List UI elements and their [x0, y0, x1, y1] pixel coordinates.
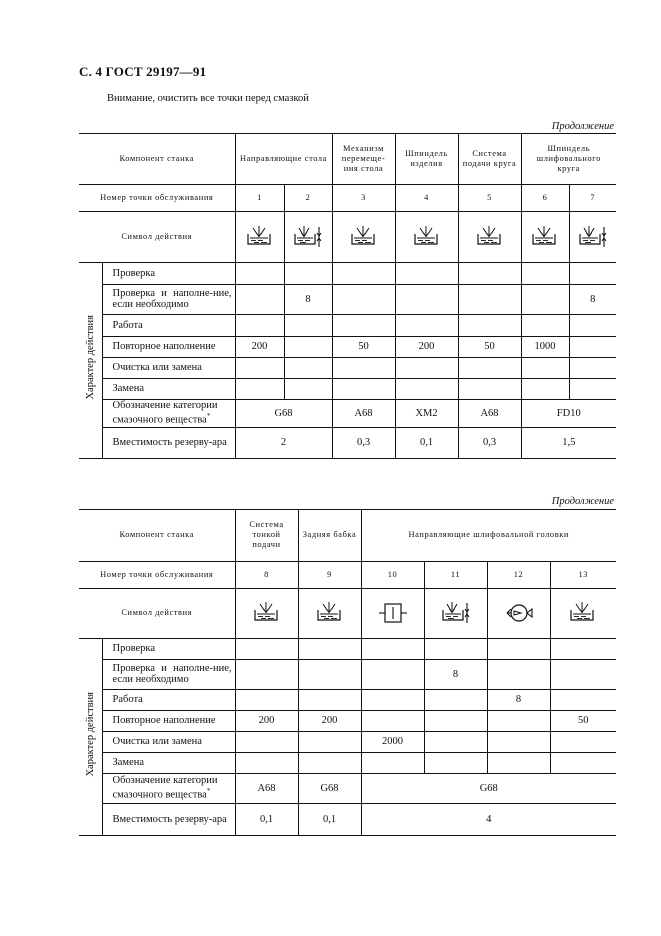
table-cell: 200: [235, 710, 298, 731]
table-cell: [395, 262, 458, 284]
component-label: Компонент станка: [79, 134, 235, 184]
capacity-row: [79, 427, 616, 458]
lubrication-table-2: [79, 510, 616, 836]
table-cell: [521, 262, 569, 284]
tank-icon: [550, 588, 616, 638]
table-cell: [458, 378, 521, 399]
table-cell: [235, 314, 284, 336]
row-label: Очистка или замена: [102, 357, 235, 378]
table-cell: [298, 638, 361, 659]
category-label: Обозначение категории смазочного вещества*: [102, 773, 235, 803]
action-row: [79, 336, 616, 357]
point-number: 3: [332, 184, 395, 211]
component-wheel-feed: Система подачи круга: [458, 134, 521, 184]
row-label: Проверка и наполне-ние, если необходимо: [102, 284, 235, 314]
capacity-value: 4: [361, 803, 616, 835]
table-cell: [487, 638, 550, 659]
row-label: Повторное наполнение: [102, 336, 235, 357]
point-number: 10: [361, 561, 424, 588]
capacity-row: [79, 803, 616, 835]
table-cell: [361, 638, 424, 659]
action-row: [79, 710, 616, 731]
table-cell: [395, 284, 458, 314]
component-tailstock: Задняя бабка: [298, 510, 361, 561]
tank-icon: [332, 211, 395, 262]
point-number-row: [79, 184, 616, 211]
category-value: G68: [361, 773, 616, 803]
component-fine-feed: Система тонкой подачи: [235, 510, 298, 561]
table-cell: 200: [395, 336, 458, 357]
tank-side-icon: [284, 211, 332, 262]
table-cell: [424, 731, 487, 752]
category-row: [79, 399, 616, 427]
table-cell: 1000: [521, 336, 569, 357]
capacity-value: 2: [235, 427, 332, 458]
action-row: [79, 689, 616, 710]
table-cell: [521, 357, 569, 378]
action-row: [79, 357, 616, 378]
action-group-label: Характер действия: [79, 262, 102, 458]
table-cell: [298, 731, 361, 752]
table-cell: [235, 638, 298, 659]
point-number: 7: [569, 184, 616, 211]
table-cell: [487, 659, 550, 689]
lubrication-table-1: [79, 134, 616, 459]
table-cell: [458, 284, 521, 314]
table-cell: [235, 378, 284, 399]
action-row: [79, 659, 616, 689]
action-row: [79, 284, 616, 314]
table-cell: [550, 752, 616, 773]
table-cell: [235, 659, 298, 689]
action-row: [79, 314, 616, 336]
table-cell: [458, 262, 521, 284]
continuation-label-1: Продолжение: [551, 121, 614, 132]
table-cell: 8: [569, 284, 616, 314]
symbol-row: [79, 588, 616, 638]
table-cell: [332, 262, 395, 284]
table-cell: [458, 357, 521, 378]
action-row: [79, 731, 616, 752]
table-cell: 8: [284, 284, 332, 314]
table-cell: [361, 752, 424, 773]
row-label: Очистка или замена: [102, 731, 235, 752]
table-cell: [284, 378, 332, 399]
table-cell: [361, 710, 424, 731]
symbol-label: Символ действия: [79, 211, 235, 262]
component-label: Компонент станка: [79, 510, 235, 561]
category-value: A68: [332, 399, 395, 427]
table-cell: 50: [458, 336, 521, 357]
row-label: Проверка: [102, 638, 235, 659]
tank-icon: [395, 211, 458, 262]
point-number: 1: [235, 184, 284, 211]
table-cell: [298, 689, 361, 710]
point-number: 9: [298, 561, 361, 588]
action-group-label: Характер действия: [79, 638, 102, 835]
point-number: 13: [550, 561, 616, 588]
table-cell: [550, 689, 616, 710]
category-row: [79, 773, 616, 803]
table-cell: [395, 314, 458, 336]
point-number: 6: [521, 184, 569, 211]
table-cell: [235, 262, 284, 284]
continuation-label-2: Продолжение: [551, 496, 614, 507]
point-number: 4: [395, 184, 458, 211]
page-header: С. 4 ГОСТ 29197—91: [79, 64, 207, 79]
table-cell: [235, 284, 284, 314]
table-cell: [569, 357, 616, 378]
category-value: FD10: [521, 399, 616, 427]
table-cell: 50: [332, 336, 395, 357]
component-row: [79, 510, 616, 561]
table-cell: [235, 752, 298, 773]
table-cell: [395, 378, 458, 399]
table-cell: [235, 731, 298, 752]
table-cell: 50: [550, 710, 616, 731]
capacity-value: 0,3: [332, 427, 395, 458]
point-number: 8: [235, 561, 298, 588]
table-cell: [569, 262, 616, 284]
action-row: [79, 262, 616, 284]
table-cell: [521, 284, 569, 314]
table-cell: [487, 731, 550, 752]
table-cell: [424, 710, 487, 731]
point-label: Номер точки обслуживания: [79, 184, 235, 211]
row-label: Работа: [102, 689, 235, 710]
sight-glass-icon: [361, 588, 424, 638]
table-cell: [361, 689, 424, 710]
table-cell: 200: [235, 336, 284, 357]
row-label: Проверка: [102, 262, 235, 284]
category-value: A68: [235, 773, 298, 803]
capacity-value: 0,1: [298, 803, 361, 835]
point-number-row: [79, 561, 616, 588]
component-table-guides: Направляющие стола: [235, 134, 332, 184]
category-value: G68: [298, 773, 361, 803]
row-label: Замена: [102, 752, 235, 773]
table-cell: [332, 314, 395, 336]
category-value: A68: [458, 399, 521, 427]
capacity-value: 0,3: [458, 427, 521, 458]
point-number: 2: [284, 184, 332, 211]
point-number: 11: [424, 561, 487, 588]
component-work-spindle: Шпиндель изделия: [395, 134, 458, 184]
table-cell: [550, 638, 616, 659]
row-label: Повторное наполнение: [102, 710, 235, 731]
table-cell: [284, 336, 332, 357]
point-number: 12: [487, 561, 550, 588]
table-cell: [332, 284, 395, 314]
component-wheel-spindle: Шпиндель шлифовального круга: [521, 134, 616, 184]
tank-icon: [458, 211, 521, 262]
table-cell: [521, 314, 569, 336]
tank-side-icon: [424, 588, 487, 638]
table-cell: [284, 262, 332, 284]
table-cell: [569, 336, 616, 357]
point-label: Номер точки обслуживания: [79, 561, 235, 588]
table-cell: [569, 314, 616, 336]
table-cell: 8: [487, 689, 550, 710]
table-cell: [458, 314, 521, 336]
table-cell: [550, 731, 616, 752]
category-label: Обозначение категории смазочного вещества*: [102, 399, 235, 427]
capacity-label: Вместимость резерву-ара: [102, 803, 235, 835]
tank-side-icon: [569, 211, 616, 262]
tank-icon: [298, 588, 361, 638]
table-cell: [298, 752, 361, 773]
table-cell: [235, 357, 284, 378]
table-cell: [487, 710, 550, 731]
table-cell: [487, 752, 550, 773]
table-cell: [284, 357, 332, 378]
category-value: XM2: [395, 399, 458, 427]
component-row: [79, 134, 616, 184]
cleaning-note: Внимание, очистить все точки перед смазкой: [107, 93, 309, 104]
row-label: Работа: [102, 314, 235, 336]
table-cell: [284, 314, 332, 336]
table-cell: [361, 659, 424, 689]
table-cell: [332, 357, 395, 378]
capacity-value: 0,1: [235, 803, 298, 835]
table-cell: [424, 689, 487, 710]
action-row: [79, 752, 616, 773]
symbol-row: [79, 211, 616, 262]
component-head-guides: Направляющие шлифовальной головки: [361, 510, 616, 561]
table-cell: [521, 378, 569, 399]
category-value: G68: [235, 399, 332, 427]
table-cell: 8: [424, 659, 487, 689]
table-cell: 200: [298, 710, 361, 731]
table-cell: [298, 659, 361, 689]
action-row: [79, 638, 616, 659]
table-cell: [424, 752, 487, 773]
capacity-value: 0,1: [395, 427, 458, 458]
row-label: Замена: [102, 378, 235, 399]
capacity-value: 1,5: [521, 427, 616, 458]
capacity-label: Вместимость резерву-ара: [102, 427, 235, 458]
symbol-label: Символ действия: [79, 588, 235, 638]
component-table-traverse: Механизм перемеще-ния стола: [332, 134, 395, 184]
table-cell: [424, 638, 487, 659]
tank-icon: [521, 211, 569, 262]
tank-icon: [235, 588, 298, 638]
table-cell: [569, 378, 616, 399]
table-cell: [395, 357, 458, 378]
pump-icon: [487, 588, 550, 638]
point-number: 5: [458, 184, 521, 211]
table-cell: [235, 689, 298, 710]
table-cell: [332, 378, 395, 399]
row-label: Проверка и наполне-ние, если необходимо: [102, 659, 235, 689]
action-row: [79, 378, 616, 399]
table-cell: 2000: [361, 731, 424, 752]
table-cell: [550, 659, 616, 689]
tank-icon: [235, 211, 284, 262]
